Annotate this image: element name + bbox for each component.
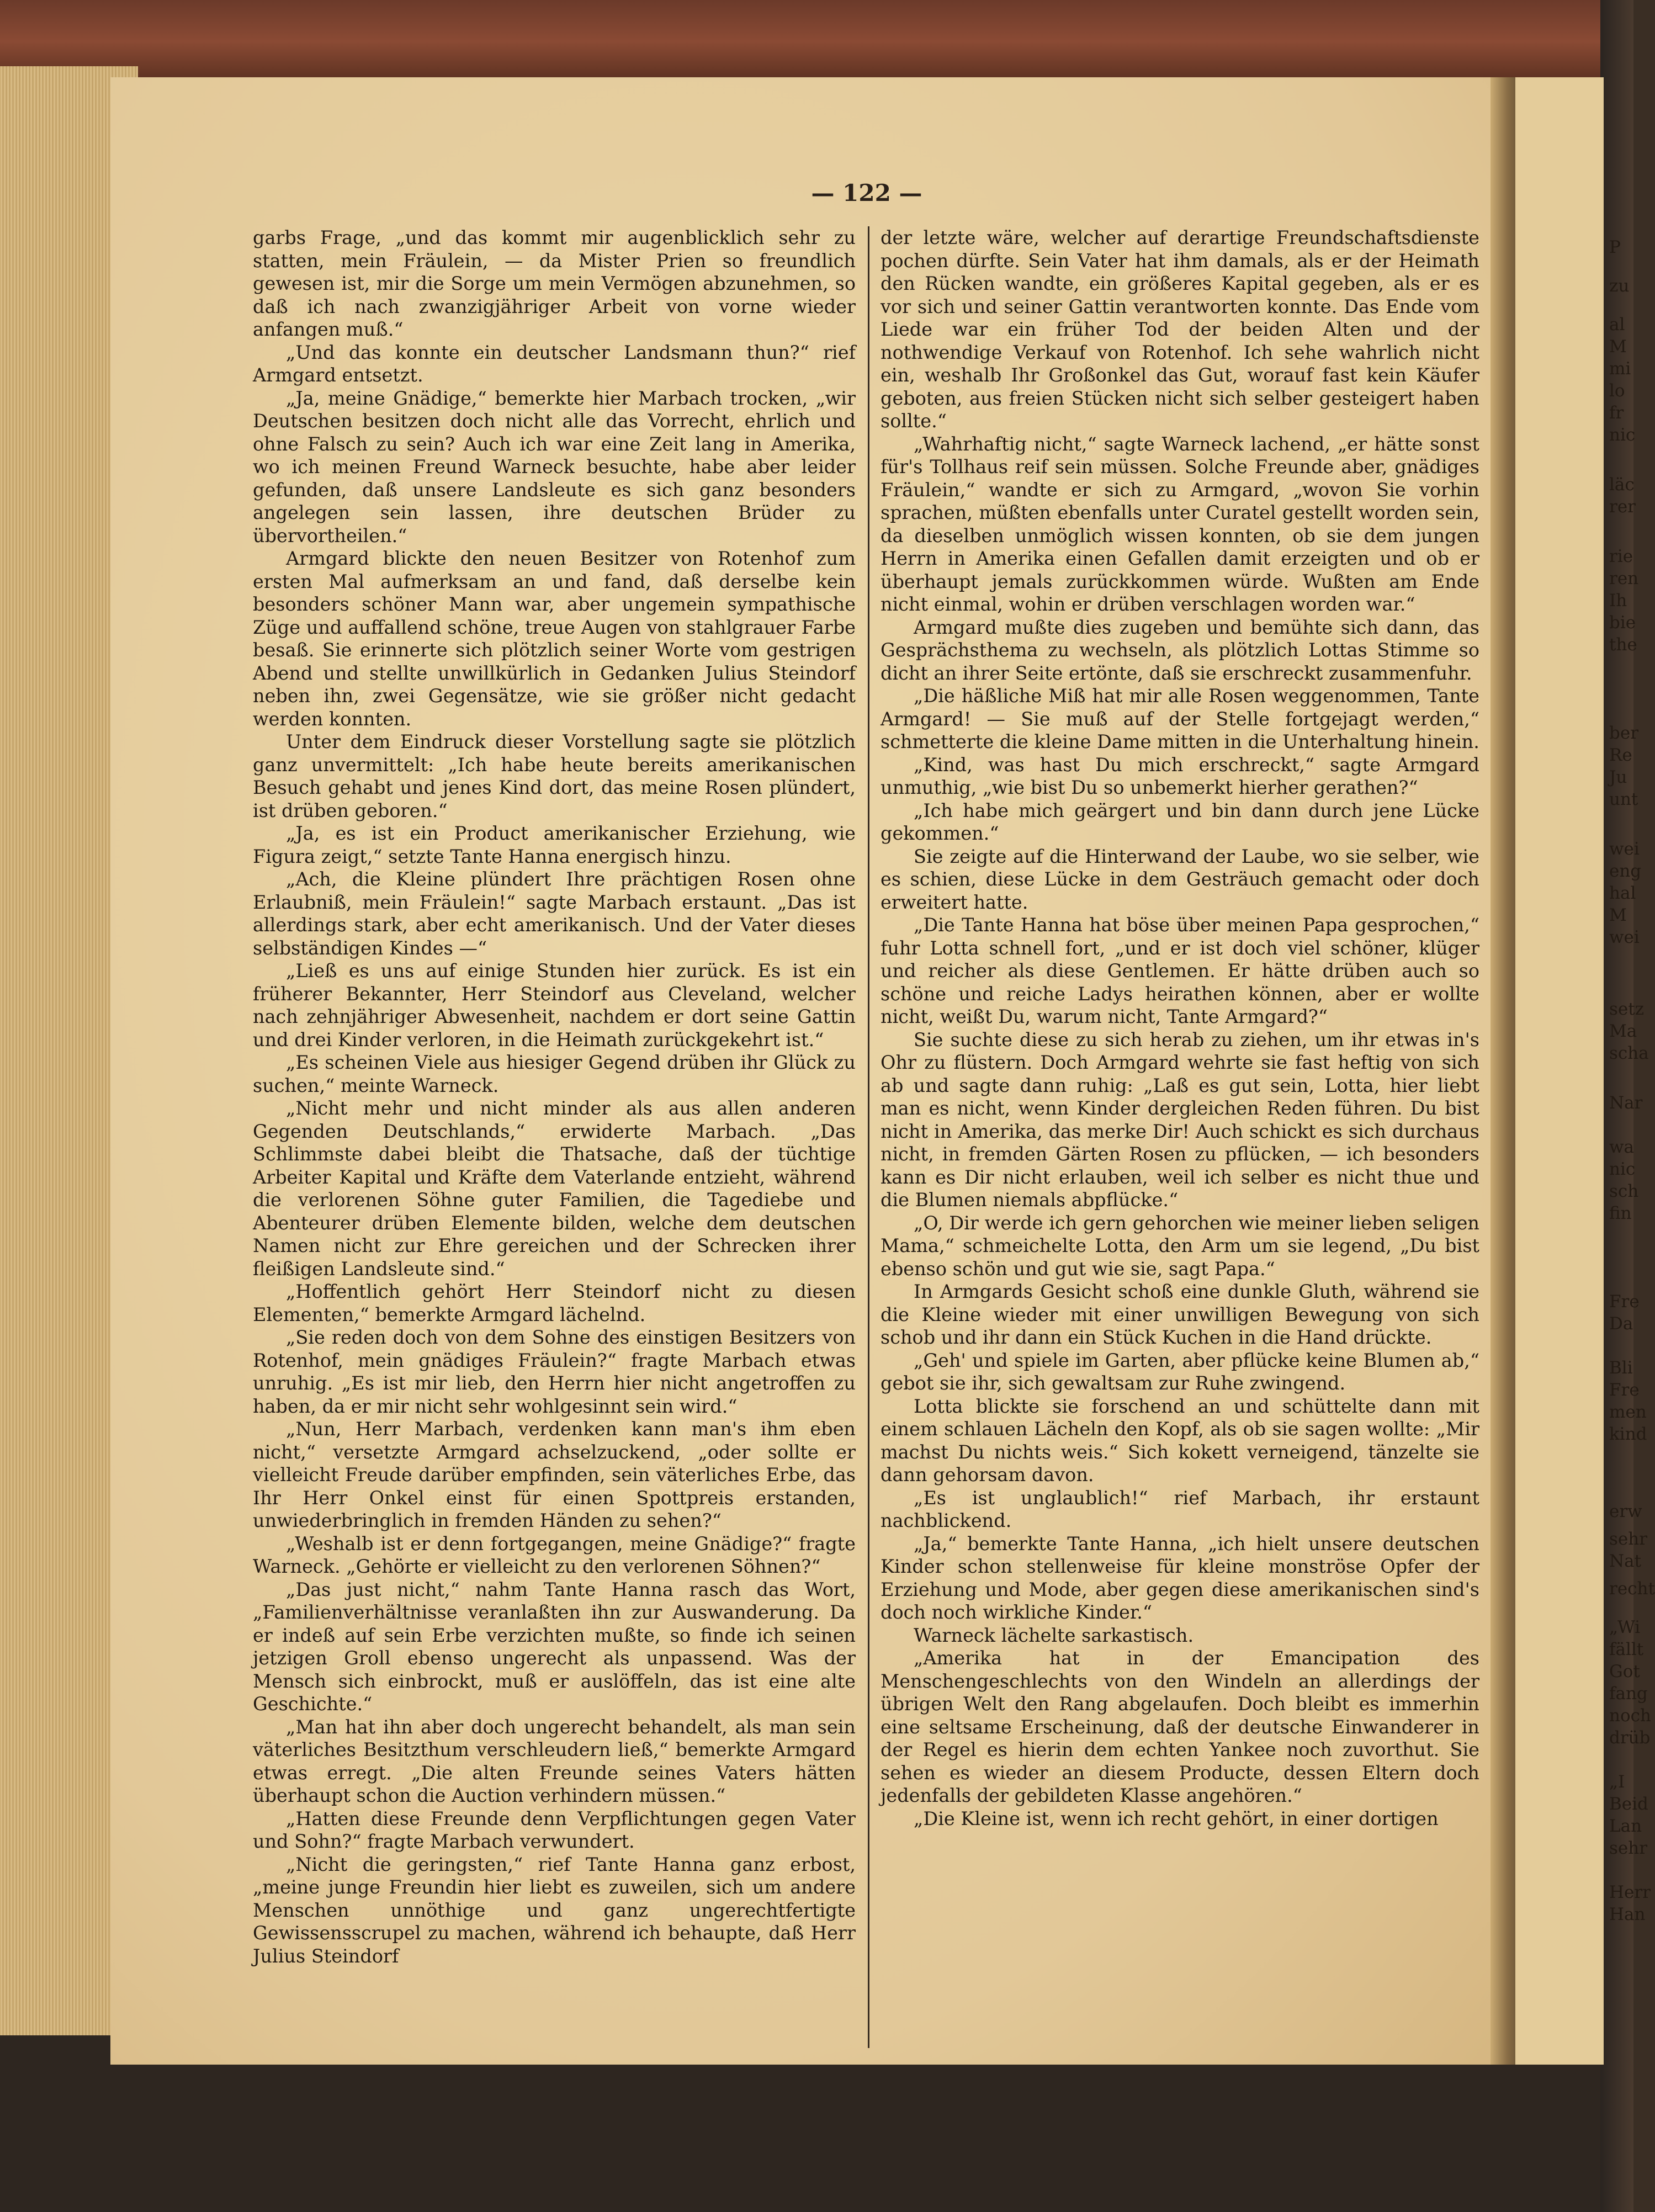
facing-page-fragment: nic: [1609, 1159, 1636, 1179]
paragraph: In Armgards Gesicht schoß eine dunkle Gluth, während sie die Kleine wieder mit einer unwilligen Bewegung von sich schob und ihr dann ein Stück Kuchen in die Hand drückte.: [880, 1281, 1479, 1348]
facing-page: [1515, 77, 1604, 2065]
facing-page-fragment: Fre: [1609, 1292, 1640, 1312]
facing-page-fragment: ber: [1609, 723, 1639, 743]
paragraph: Armgard mußte dies zugeben und bemühte sich dann, das Gesprächsthema zu wechseln, als plötzlich Lottas Stimme so dicht an ihrer Seite ertönte, daß sie erschreckt zusammenfuhr.: [880, 616, 1479, 684]
paragraph: „Hoffentlich gehört Herr Steindorf nicht zu diesen Elementen,“ bemerkte Armgard lächelnd.: [253, 1281, 856, 1325]
facing-page-fragment: Ma: [1609, 1021, 1637, 1041]
facing-page-fragment: „Wi: [1609, 1617, 1641, 1637]
facing-page-fragment: Ju: [1609, 767, 1627, 787]
facing-page-fragment: eng: [1609, 861, 1642, 881]
paragraph: „Die häßliche Miß hat mir alle Rosen weggenommen, Tante Armgard! — Sie muß auf der Stelle fortgejagt werden,“ schmetterte die kleine Dame mitten in die Unterhaltung hinein.: [880, 685, 1479, 752]
facing-page-fragment: zu: [1609, 276, 1630, 296]
paragraph: „Geh' und spiele im Garten, aber pflücke keine Blumen ab,“ gebot sie ihr, sich gewaltsam zur Ruhe zwingend.: [880, 1349, 1479, 1394]
paragraph: Unter dem Eindruck dieser Vorstellung sagte sie plötzlich ganz unvermittelt: „Ich habe heute bereits amerikanischen Besuch gehabt und jenes Kind dort, das meine Rosen plündert, ist drüben geboren.“: [253, 731, 856, 821]
facing-page-fragment: wa: [1609, 1137, 1635, 1157]
facing-page-fragment: mi: [1609, 359, 1631, 379]
paragraph: „Nun, Herr Marbach, verdenken kann man's ihm eben nicht,“ versetzte Armgard achselzuckend, „oder sollte er vielleicht Freude darüber empfinden, sein väterliches Erbe, das Ihr Herr Onkel einst für einen Spottpreis erstanden, unwiederbringlich in fremden Händen zu sehen?“: [253, 1418, 856, 1531]
facing-page-fragment: Ih: [1609, 591, 1627, 611]
facing-page-fragment: setz: [1609, 999, 1645, 1019]
paragraph: „Ach, die Kleine plündert Ihre prächtigen Rosen ohne Erlaubniß, mein Fräulein!“ sagte Marbach erstaunt. „Das ist allerdings stark, aber echt amerikanisch. Und der Vater dieses selbständigen Kindes —“: [253, 868, 856, 959]
facing-page-fragment: sch: [1609, 1181, 1639, 1201]
column-divider: [868, 226, 869, 2048]
right-text-column: [880, 226, 1479, 1830]
facing-page-fragment: noch: [1609, 1706, 1651, 1726]
facing-page-fragment: Herr: [1609, 1882, 1651, 1902]
facing-page-fragment: sehr: [1609, 1838, 1648, 1858]
paragraph: „Das just nicht,“ nahm Tante Hanna rasch das Wort, „Familienverhältnisse veranlaßten ihn zur Auswanderung. Da er indeß auf sein Erbe verzichten mußte, so finde ich seinen jetzigen Groll ebenso ungerecht als unpassend. Was der Mensch sich einbrockt, muß er auslöffeln, das ist eine alte Geschichte.“: [253, 1578, 856, 1715]
paragraph: „Wahrhaftig nicht,“ sagte Warneck lachend, „er hätte sonst für's Tollhaus reif sein müssen. Solche Freunde aber, gnädiges Fräulein,“ wandte er sich zu Armgard, „wovon Sie vorhin sprachen, müßten ebenfalls unter Curatel gestellt worden sein, da dieselben unmöglich wissen konnten, ob sie dem jungen Herrn in Amerika einen Gefallen damit erzeigten und ob er überhaupt jemals zurückkommen würde. Wußten am Ende nicht einmal, wohin er drüben verschlagen worden war.“: [880, 433, 1479, 615]
paragraph: „Und das konnte ein deutscher Landsmann thun?“ rief Armgard entsetzt.: [253, 341, 856, 386]
paragraph: Lotta blickte sie forschend an und schüttelte dann mit einem schlauen Lächeln den Kopf, als ob sie sagen wollte: „Mir machst Du nichts weis.“ Sich kokett verneigend, tänzelte sie dann gehorsam davon.: [880, 1395, 1479, 1486]
facing-page-fragment: the: [1609, 635, 1637, 655]
facing-page-fragment: lo: [1609, 381, 1625, 401]
facing-page-fragment: Nar: [1609, 1093, 1643, 1113]
facing-page-fragment: Lan: [1609, 1816, 1642, 1836]
facing-page-fragment: erw: [1609, 1502, 1642, 1521]
left-text-column: [253, 226, 856, 1967]
facing-page-fragment: P: [1609, 237, 1621, 257]
facing-page-fragment: fang: [1609, 1684, 1648, 1704]
page-number: — 122 —: [811, 179, 922, 206]
facing-page-fragment: läc: [1609, 475, 1635, 495]
facing-page-fragment: rer: [1609, 497, 1636, 517]
paragraph: der letzte wäre, welcher auf derartige Freundschaftsdienste pochen dürfte. Sein Vater hat ihm damals, als er der Heimath den Rücken wandte, ein größeres Kapital gegeben, als er es vor sich und seiner Gattin verantworten konnte. Das Ende vom Liede war ein früher Tod der beiden Alten und der nothwendige Verkauf von Rotenhof. Ich sehe wahrlich nicht ein, weshalb Ihr Großonkel das Gut, worauf fast kein Käufer geboten, aus freien Stücken nicht sich selber gesteigert haben sollte.“: [880, 227, 1479, 432]
facing-page-fragment: men: [1609, 1402, 1647, 1422]
facing-page-fragment: fällt: [1609, 1640, 1644, 1659]
facing-page-fragment: bie: [1609, 613, 1636, 633]
facing-page-fragment: M: [1609, 905, 1627, 925]
facing-page-fragment: fin: [1609, 1203, 1632, 1223]
facing-page-fragment: scha: [1609, 1043, 1649, 1063]
facing-page-fragment: drüb: [1609, 1728, 1651, 1748]
facing-page-fragment: Fre: [1609, 1380, 1640, 1400]
paragraph: Sie suchte diese zu sich herab zu ziehen, um ihr etwas in's Ohr zu flüstern. Doch Armgard wehrte sie fast heftig von sich ab und sagte dann ruhig: „Laß es gut sein, Lotta, hier liebt man es nicht, wenn Kinder dergleichen Reden führen. Du bist nicht in Amerika, das merke Dir! Auch schickt es sich durchaus nicht, in fremden Gärten Rosen zu pflücken, — ich besonders kann es Dir nicht erlauben, weil ich selber es nicht thue und die Blumen niemals abpflücke.“: [880, 1028, 1479, 1211]
paragraph: „Ließ es uns auf einige Stunden hier zurück. Es ist ein früherer Bekannter, Herr Steindorf aus Cleveland, welcher nach zehnjähriger Abwesenheit, nachdem er dort seine Gattin und drei Kinder verloren, in die Heimath zurückgekehrt ist.“: [253, 960, 856, 1051]
book-cover-top: [0, 0, 1633, 83]
facing-page-fragment: wei: [1609, 927, 1640, 947]
paragraph: „Nicht mehr und nicht minder als aus allen anderen Gegenden Deutschlands,“ erwiderte Marbach. „Das Schlimmste dabei bleibt die Thatsache, daß der tüchtige Arbeiter Kapital und Kräfte dem Vaterlande entzieht, während die verlorenen Söhne guter Familien, die Tagediebe und Abenteurer drüben Elemente bilden, welche dem deutschen Namen nicht zur Ehre gereichen und der Schrecken ihrer fleißigen Landsleute sind.“: [253, 1097, 856, 1280]
facing-page-fragment: Han: [1609, 1905, 1646, 1924]
paragraph: „Ich habe mich geärgert und bin dann durch jene Lücke gekommen.“: [880, 799, 1479, 844]
paragraph: „Die Tante Hanna hat böse über meinen Papa gesprochen,“ fuhr Lotta schnell fort, „und er ist doch viel schöner, klüger und reicher als diese Gentlemen. Er hätte drüben auch so schöne und reiche Ladys heirathen können, aber er wollte nicht, weißt Du, warum nicht, Tante Armgard?“: [880, 914, 1479, 1027]
facing-page-fragment: wei: [1609, 839, 1640, 859]
paragraph: „Es scheinen Viele aus hiesiger Gegend drüben ihr Glück zu suchen,“ meinte Warneck.: [253, 1052, 856, 1096]
paragraph: garbs Frage, „und das kommt mir augenblicklich sehr zu statten, mein Fräulein, — da Mister Prien so freundlich gewesen ist, mir die Sorge um mein Vermögen abzunehmen, so daß ich nach zwanzigjähriger Arbeit von vorne wieder anfangen muß.“: [253, 227, 856, 340]
facing-page-fragment: Got: [1609, 1662, 1640, 1681]
facing-page-fragment: nic: [1609, 425, 1636, 445]
paragraph: „Weshalb ist er denn fortgegangen, meine Gnädige?“ fragte Warneck. „Gehörte er vielleicht zu den verlorenen Söhnen?“: [253, 1532, 856, 1577]
facing-page-fragment: hal: [1609, 883, 1636, 903]
facing-page-fragment: rie: [1609, 547, 1633, 566]
facing-page-fragment: Da: [1609, 1314, 1633, 1334]
paragraph: „O, Dir werde ich gern gehorchen wie meiner lieben seligen Mama,“ schmeichelte Lotta, den Arm um sie legend, „Du bist ebenso schön und gut wie sie, sagt Papa.“: [880, 1212, 1479, 1280]
facing-page-fragment: unt: [1609, 789, 1638, 809]
facing-page-fragment: Nat: [1609, 1551, 1642, 1571]
paragraph: „Man hat ihn aber doch ungerecht behandelt, als man sein väterliches Besitzthum verschleudern ließ,“ bemerkte Armgard etwas erregt. „Die alten Freunde seines Vaters hätten überhaupt schon die Auction verhindern müssen.“: [253, 1716, 856, 1806]
paragraph: „Hatten diese Freunde denn Verpflichtungen gegen Vater und Sohn?“ fragte Marbach verwundert.: [253, 1807, 856, 1852]
facing-page-fragment: fr: [1609, 403, 1624, 423]
paragraph: „Kind, was hast Du mich erschreckt,“ sagte Armgard unmuthig, „wie bist Du so unbemerkt hierher gerathen?“: [880, 754, 1479, 798]
facing-page-fragment: kind: [1609, 1424, 1647, 1444]
paragraph: „Ja,“ bemerkte Tante Hanna, „ich hielt unsere deutschen Kinder schon stellenweise für kleine monströse Opfer der Erziehung und Mode, aber gegen diese amerikanischen sind's doch noch wirkliche Kinder.“: [880, 1532, 1479, 1623]
facing-page-fragment: recht: [1609, 1579, 1655, 1599]
facing-page-fragment: ren: [1609, 569, 1639, 588]
facing-page-fragment: al: [1609, 315, 1625, 335]
paragraph: „Die Kleine ist, wenn ich recht gehört, in einer dortigen: [914, 1807, 1439, 1829]
facing-page-fragment: Re: [1609, 745, 1632, 765]
paragraph: „Ja, meine Gnädige,“ bemerkte hier Marbach trocken, „wir Deutschen besitzen doch nicht alle das Vorrecht, ehrlich und ohne Falsch zu sein? Auch ich war eine Zeit lang in Amerika, wo ich meinen Freund Warneck besuchte, habe aber leider gefunden, daß unsere Landsleute es sich ganz besonders angelegen sein lassen, ihre deutschen Brüder zu übervortheilen.“: [253, 387, 856, 547]
facing-page-fragment: sehr: [1609, 1529, 1648, 1549]
facing-page-fragment: M: [1609, 337, 1627, 357]
paragraph: „Es ist unglaublich!“ rief Marbach, ihr erstaunt nachblickend.: [880, 1487, 1479, 1531]
paragraph: Armgard blickte den neuen Besitzer von Rotenhof zum ersten Mal aufmerksam an und fand, daß derselbe kein besonders schöner Mann war, aber ungemein sympathische Züge und auffallend schöne, treue Augen von stahlgrauer Farbe besaß. Sie erinnerte sich plötzlich seiner Worte vom gestrigen Abend und stellte unwillkürlich in Gedanken Julius Steindorf neben ihn, zwei Gegensätze, wie sie größer nicht gedacht werden konnten.: [253, 548, 856, 730]
paragraph: „Sie reden doch von dem Sohne des einstigen Besitzers von Rotenhof, mein gnädiges Fräulein?“ fragte Marbach etwas unruhig. „Es ist mir lieb, den Herrn hier nicht angetroffen zu haben, da er mir nicht sehr wohlgesinnt sein wird.“: [253, 1327, 856, 1417]
facing-page-fragment: Beid: [1609, 1794, 1648, 1814]
paragraph: „Ja, es ist ein Product amerikanischer Erziehung, wie Figura zeigt,“ setzte Tante Hanna energisch hinzu.: [253, 823, 856, 867]
paragraph: „Amerika hat in der Emancipation des Menschengeschlechts von den Windeln an allerdings der übrigen Welt den Rang abgelaufen. Doch bleibt es immerhin eine seltsame Erscheinung, daß der deutsche Einwanderer in der Regel es hierin dem echten Yankee noch zuvorthut. Sie sehen es wieder an diesem Producte, dessen Eltern doch jedenfalls der gebildeten Klasse angehören.“: [880, 1647, 1479, 1806]
facing-page-fragment: Bli: [1609, 1358, 1633, 1378]
paragraph: Warneck lächelte sarkastisch.: [914, 1624, 1194, 1646]
paragraph: Sie zeigte auf die Hinterwand der Laube, wo sie selber, wie es schien, diese Lücke in dem Gesträuch gemacht oder doch erweitert hatte.: [880, 845, 1479, 913]
paragraph: „Nicht die geringsten,“ rief Tante Hanna ganz erbost, „meine junge Freundin hier liebt es zuweilen, sich um andere Menschen unnöthige und ganz ungerechtfertigte Gewissensscrupel zu machen, während ich behaupte, daß Herr Julius Steindorf: [253, 1853, 856, 1967]
facing-page-fragment: „I: [1609, 1772, 1625, 1792]
